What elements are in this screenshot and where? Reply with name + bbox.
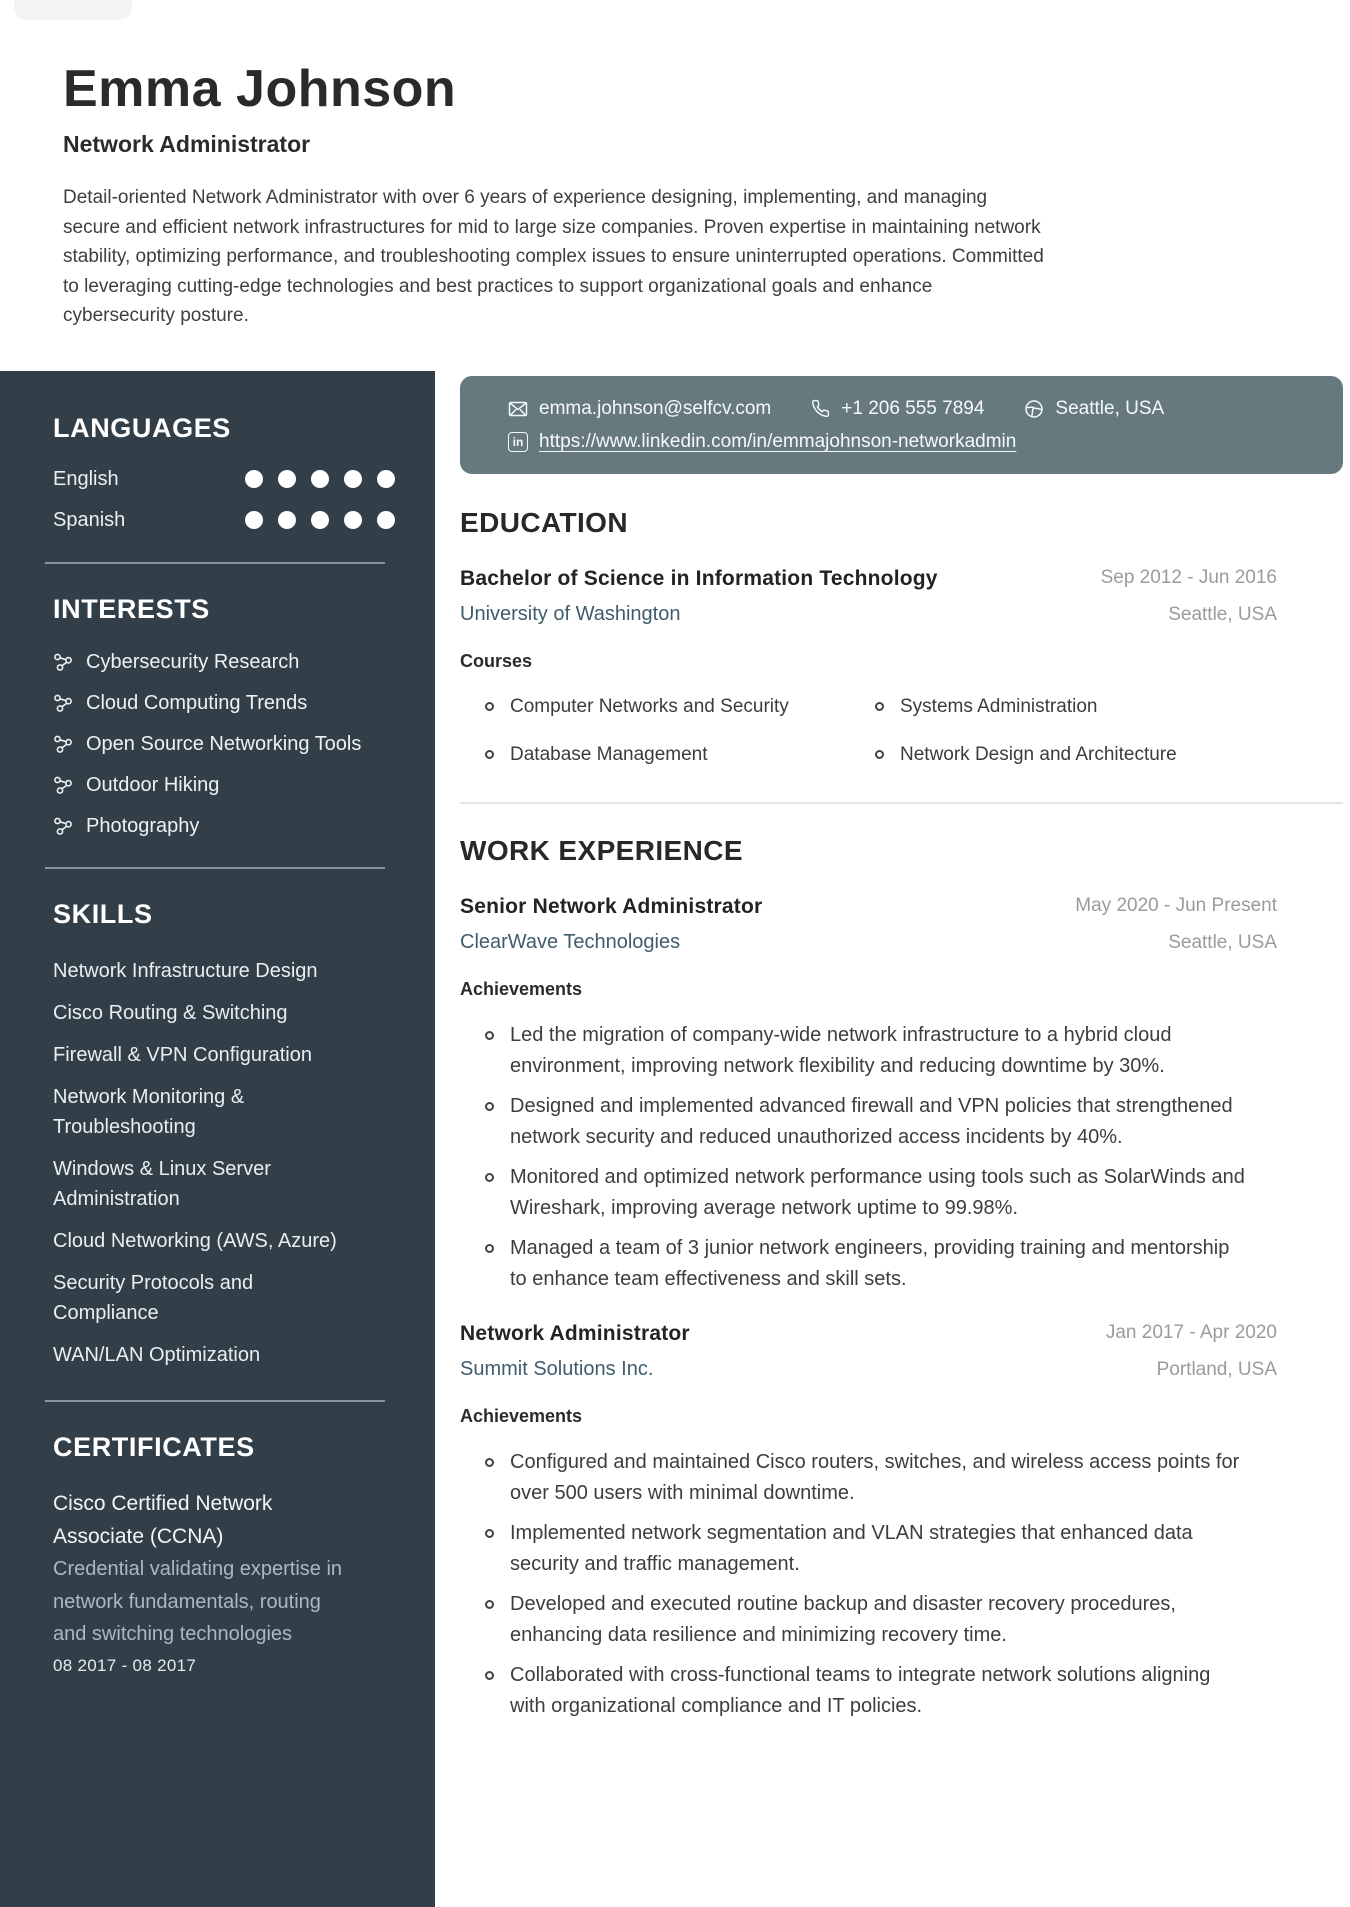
hollow-bullet	[485, 1173, 494, 1182]
education-location: Seattle, USA	[1168, 604, 1277, 625]
skill-item: Network Monitoring & Troubleshooting	[53, 1086, 245, 1138]
courses-list	[485, 696, 1343, 766]
interest-label: Outdoor Hiking	[86, 773, 220, 796]
achievement-item	[485, 1589, 1248, 1650]
experience-entry-header	[460, 895, 1343, 954]
achievement-text: Monitored and optimized network performance using tools such as SolarWinds and Wireshark, improving average network uptime to 99.98%.	[510, 1166, 1245, 1219]
achievement-item	[485, 1091, 1248, 1152]
company-name: ClearWave Technologies	[460, 931, 681, 953]
interest-item	[53, 692, 395, 714]
contact-linkedin[interactable]	[508, 431, 1016, 453]
skill-item: Security Protocols and Compliance	[53, 1272, 254, 1324]
achievement-item	[485, 1020, 1248, 1081]
person-name: Emma Johnson	[63, 60, 457, 118]
company-name: Summit Solutions Inc.	[460, 1358, 654, 1380]
contact-phone-text: +1 206 555 7894	[841, 397, 985, 419]
education-section	[460, 507, 1343, 804]
network-nodes-icon	[53, 734, 73, 754]
experience-entry-left	[460, 1322, 690, 1381]
network-nodes-icon	[53, 816, 73, 836]
email-icon	[508, 399, 528, 419]
course-label: Network Design and Architecture	[900, 744, 1177, 765]
level-dot	[311, 511, 329, 529]
achievements-list	[485, 1020, 1343, 1294]
contact-row-2	[508, 425, 1323, 458]
level-dot	[311, 470, 329, 488]
linkedin-url-link[interactable]: https://www.linkedin.com/in/emmajohnson-networkadmin	[539, 430, 1017, 452]
interests-list	[53, 651, 395, 837]
work-experience-section	[460, 835, 1343, 1721]
course-item	[875, 696, 1343, 718]
contact-bar	[460, 376, 1343, 474]
contact-email-text: emma.johnson@selfcv.com	[539, 397, 772, 419]
hollow-bullet	[485, 750, 494, 759]
achievements-label: Achievements	[460, 979, 583, 999]
achievement-text: Collaborated with cross-functional teams to integrate network solutions aligning with organizational compliance and IT policies.	[510, 1664, 1211, 1717]
certificates-title: CERTIFICATES	[53, 1432, 255, 1462]
interest-label: Cybersecurity Research	[86, 650, 300, 673]
experience-entry-2	[460, 1322, 1343, 1721]
skills-list	[53, 956, 395, 1370]
education-entry-left	[460, 567, 938, 626]
interest-item	[53, 774, 395, 796]
interest-label: Open Source Networking Tools	[86, 732, 362, 755]
achievement-item	[485, 1233, 1248, 1294]
experience-entry-right	[1075, 895, 1343, 954]
degree-name: Bachelor of Science in Information Technology	[460, 567, 938, 590]
achievement-text: Managed a team of 3 junior network engineers, providing training and mentorship to enhance team effectiveness and skill sets.	[510, 1237, 1230, 1290]
skill-item: Cloud Networking (AWS, Azure)	[53, 1230, 337, 1252]
sidebar-divider	[45, 867, 385, 869]
sidebar-divider	[45, 1400, 385, 1402]
skills-title: SKILLS	[53, 899, 153, 929]
level-dot	[278, 511, 296, 529]
education-entry-header	[460, 567, 1343, 626]
achievement-item	[485, 1518, 1248, 1579]
education-dates: Sep 2012 - Jun 2016	[1100, 567, 1277, 588]
achievement-text: Developed and executed routine backup and disaster recovery procedures, enhancing data resilience and minimizing recovery time.	[510, 1593, 1176, 1646]
achievement-text: Designed and implemented advanced firewall and VPN policies that strengthened network security and reduced unauthorized access incidents by 40%.	[510, 1095, 1233, 1148]
page-corner-artifact	[14, 0, 132, 20]
hollow-bullet	[485, 702, 494, 711]
achievements-list	[485, 1447, 1343, 1721]
level-dot	[377, 511, 395, 529]
interest-item	[53, 815, 395, 837]
certificate-name: Cisco Certified Network Associate (CCNA)	[53, 1492, 273, 1548]
achievement-item	[485, 1162, 1248, 1223]
summary-text: Detail-oriented Network Administrator with over 6 years of experience designing, implementing, and managing secure and efficient network infrastructures for mid to large size companies. Proven expertise in maintaining network stability, optimizing performance, and troubleshooting complex issues to ensure uninterrupted operations. Committed to leveraging cutting-edge technologies and best practices to support organizational goals and enhance cybersecurity posture.	[63, 187, 1044, 327]
linkedin-icon: in	[508, 432, 528, 452]
resume-header	[63, 60, 1053, 331]
achievement-item	[485, 1660, 1248, 1721]
school-name: University of Washington	[460, 603, 681, 625]
phone-icon	[811, 399, 830, 418]
interests-title: INTERESTS	[53, 594, 210, 624]
contact-location-text: Seattle, USA	[1055, 397, 1165, 419]
course-item	[875, 744, 1343, 766]
section-divider	[460, 802, 1343, 804]
skill-item: WAN/LAN Optimization	[53, 1344, 261, 1366]
work-experience-title: WORK EXPERIENCE	[460, 835, 743, 866]
language-level-dots	[245, 511, 395, 529]
course-label: Systems Administration	[900, 696, 1098, 717]
course-label: Database Management	[510, 744, 708, 765]
languages-list	[53, 467, 395, 532]
hollow-bullet	[485, 1031, 494, 1040]
job-location: Portland, USA	[1156, 1359, 1277, 1380]
job-dates: Jan 2017 - Apr 2020	[1105, 1322, 1277, 1343]
job-dates: May 2020 - Jun Present	[1075, 895, 1277, 916]
contact-location	[1024, 398, 1164, 420]
hollow-bullet	[485, 1529, 494, 1538]
network-nodes-icon	[53, 693, 73, 713]
language-name: Spanish	[53, 508, 126, 531]
level-dot	[377, 470, 395, 488]
hollow-bullet	[485, 1600, 494, 1609]
experience-entry-1	[460, 895, 1343, 1294]
network-nodes-icon	[53, 775, 73, 795]
globe-icon	[1024, 399, 1044, 419]
skill-item: Firewall & VPN Configuration	[53, 1044, 312, 1066]
certificate-dates: 08 2017 - 08 2017	[53, 1655, 197, 1675]
courses-label: Courses	[460, 651, 533, 671]
course-item	[485, 744, 875, 766]
job-location: Seattle, USA	[1168, 932, 1277, 953]
achievement-text: Configured and maintained Cisco routers, switches, and wireless access points for over 500 users with minimal downtime.	[510, 1451, 1240, 1504]
level-dot	[245, 511, 263, 529]
job-title: Senior Network Administrator	[460, 895, 763, 918]
certificate-entry	[53, 1487, 395, 1676]
experience-entry-header	[460, 1322, 1343, 1381]
language-row	[53, 508, 395, 532]
course-label: Computer Networks and Security	[510, 696, 789, 717]
network-nodes-icon	[53, 652, 73, 672]
job-title: Network Administrator	[460, 1322, 690, 1345]
interest-item	[53, 651, 395, 673]
level-dot	[245, 470, 263, 488]
languages-title: LANGUAGES	[53, 413, 231, 443]
sidebar	[0, 371, 435, 1907]
hollow-bullet	[485, 1244, 494, 1253]
certificate-description: Credential validating expertise in network fundamentals, routing and switching technologies	[53, 1558, 343, 1645]
skill-item: Cisco Routing & Switching	[53, 1002, 288, 1024]
education-entry-right	[1101, 567, 1343, 626]
person-job-title: Network Administrator	[63, 131, 311, 158]
level-dot	[278, 470, 296, 488]
hollow-bullet	[875, 702, 884, 711]
experience-entry-left	[460, 895, 762, 954]
achievement-item	[485, 1447, 1248, 1508]
level-dot	[344, 511, 362, 529]
hollow-bullet	[875, 750, 884, 759]
contact-phone	[811, 398, 984, 420]
course-item	[485, 696, 875, 718]
achievements-label: Achievements	[460, 1406, 583, 1426]
contact-row-1	[508, 392, 1323, 425]
skill-item: Windows & Linux Server Administration	[53, 1158, 271, 1210]
hollow-bullet	[485, 1671, 494, 1680]
interest-item	[53, 733, 395, 755]
achievement-text: Implemented network segmentation and VLAN strategies that enhanced data security and traffic management.	[510, 1522, 1193, 1575]
level-dot	[344, 470, 362, 488]
interest-label: Cloud Computing Trends	[86, 691, 308, 714]
skill-item: Network Infrastructure Design	[53, 960, 318, 982]
education-title: EDUCATION	[460, 507, 628, 538]
hollow-bullet	[485, 1458, 494, 1467]
language-name: English	[53, 467, 119, 490]
hollow-bullet	[485, 1102, 494, 1111]
language-row	[53, 467, 395, 491]
interest-label: Photography	[86, 814, 200, 837]
sidebar-divider	[45, 562, 385, 564]
main-column	[460, 376, 1343, 1731]
language-level-dots	[245, 470, 395, 488]
achievement-text: Led the migration of company-wide network infrastructure to a hybrid cloud environment, improving network flexibility and reducing downtime by 30%.	[510, 1024, 1172, 1077]
contact-email	[508, 398, 771, 420]
experience-entry-right	[1106, 1322, 1343, 1381]
